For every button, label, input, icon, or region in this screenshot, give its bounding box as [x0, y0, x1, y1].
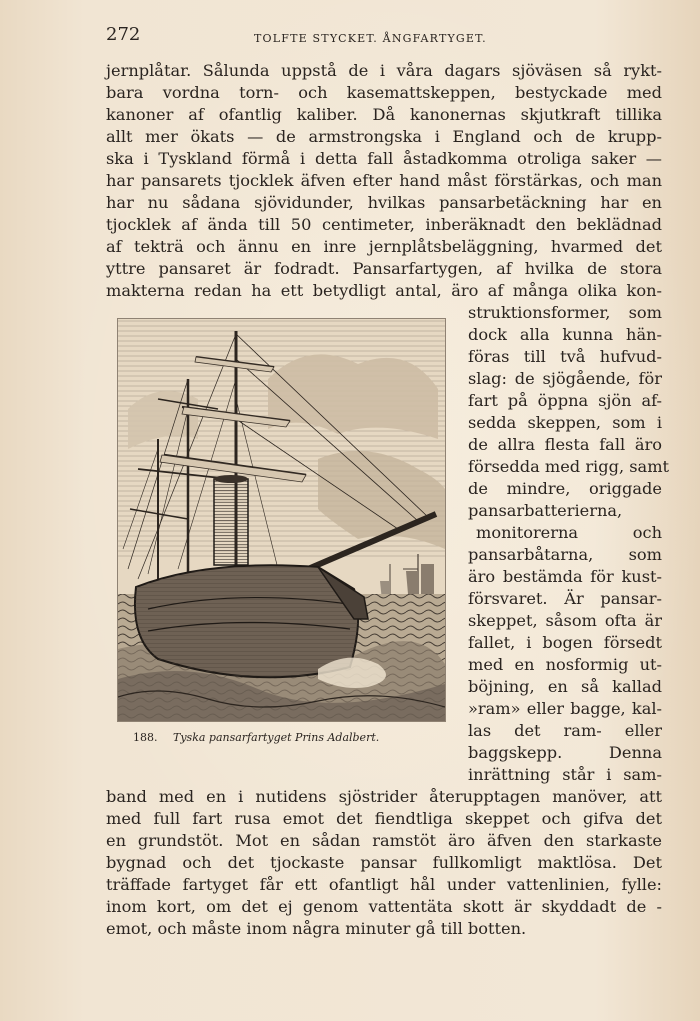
page-header [106, 24, 666, 50]
column-line: sedda skeppen, som i [468, 413, 662, 432]
column-line: fart på öppna sjön af- [468, 391, 662, 410]
body-line: af tekträ och ännu en inre jernplåtsbeläggning, hvarmed det [106, 237, 662, 256]
body-line: bygnad och det tjockaste pansar fullkomligt maktlösa. Det [106, 853, 662, 872]
column-line: fallet, i bogen försedt [468, 633, 662, 652]
body-line: tjocklek af ända till 50 centimeter, inberäknadt den beklädnad [106, 215, 662, 234]
ship-hull [135, 565, 368, 677]
column-line: med en nosformig ut- [468, 655, 662, 674]
ship-engraving-figure [117, 318, 446, 722]
body-line: band med en i nutidens sjöstrider återupptagen manöver, att [106, 787, 662, 806]
figure-caption-text: Tyska pansarfartyget Prins Adalbert. [173, 731, 380, 744]
column-line: de allra flesta fall äro [468, 435, 662, 454]
column-line: dock alla kunna hän- [468, 325, 662, 344]
column-line: försedda med rigg, samt [468, 457, 670, 476]
column-line: skeppet, såsom ofta är [468, 611, 662, 630]
body-line: makterna redan ha ett betydligt antal, äro af många olika kon- [106, 281, 662, 300]
column-line: försvaret. Är pansar- [468, 589, 662, 608]
column-line: slag: de sjögående, för [468, 369, 662, 388]
page-number: 272 [106, 24, 141, 45]
running-head: TOLFTE STYCKET. ÅNGFARTYGET. [254, 32, 487, 45]
figure-number: 188. [133, 731, 158, 744]
body-line: har pansarets tjocklek äfven efter hand måst förstärkas, och man [106, 171, 662, 190]
ironclad-ship-illustration [118, 319, 445, 721]
column-line: struktionsformer, som [468, 303, 662, 322]
body-line: en grundstöt. Mot en sådan ramstöt äro äfven den starkaste [106, 831, 662, 850]
column-line: äro bestämda för kust- [468, 567, 662, 586]
column-line: inrättning står i sam- [468, 765, 662, 784]
body-line: ska i Tyskland förmå i detta fall åstadkomma otroliga saker — [106, 149, 662, 168]
column-line: monitorerna och [476, 523, 662, 542]
body-line: bara vordna torn- och kasemattskeppen, bestyckade med [106, 83, 662, 102]
body-line: träffade fartyget får ett ofantligt hål under vattenlinien, fylle: [106, 875, 662, 894]
column-line: las det ram- eller [468, 721, 662, 740]
column-line: baggskepp. Denna [468, 743, 662, 762]
column-line: de mindre, origgade [468, 479, 662, 498]
body-line: med full fart rusa emot det fiendtliga skeppet och gifva det [106, 809, 662, 828]
column-line: »ram» eller bagge, kal- [468, 699, 662, 718]
figure-caption [133, 731, 443, 744]
body-line: inom kort, om det ej genom vattentäta skott är skyddadt de - [106, 897, 662, 916]
column-line: böjning, en så kallad [468, 677, 662, 696]
body-line: yttre pansaret är fodradt. Pansarfartygen, af hvilka de stora [106, 259, 662, 278]
body-line: emot, och måste inom några minuter gå till botten. [106, 919, 527, 938]
column-line: föras till två hufvud- [468, 347, 662, 366]
body-line: jernplåtar. Sålunda uppstå de i våra dagars sjöväsen så rykt- [106, 61, 662, 80]
body-line: har nu sådana sjövidunder, hvilkas pansarbetäckning har en [106, 193, 662, 212]
column-line: pansarbatterierna, [468, 501, 623, 520]
column-line: pansarbåtarna, som [468, 545, 662, 564]
body-line: allt mer ökats — de armstrongska i England och de krupp- [106, 127, 662, 146]
body-line: kanoner af ofantlig kaliber. Då kanonernas skjutkraft tillika [106, 105, 662, 124]
